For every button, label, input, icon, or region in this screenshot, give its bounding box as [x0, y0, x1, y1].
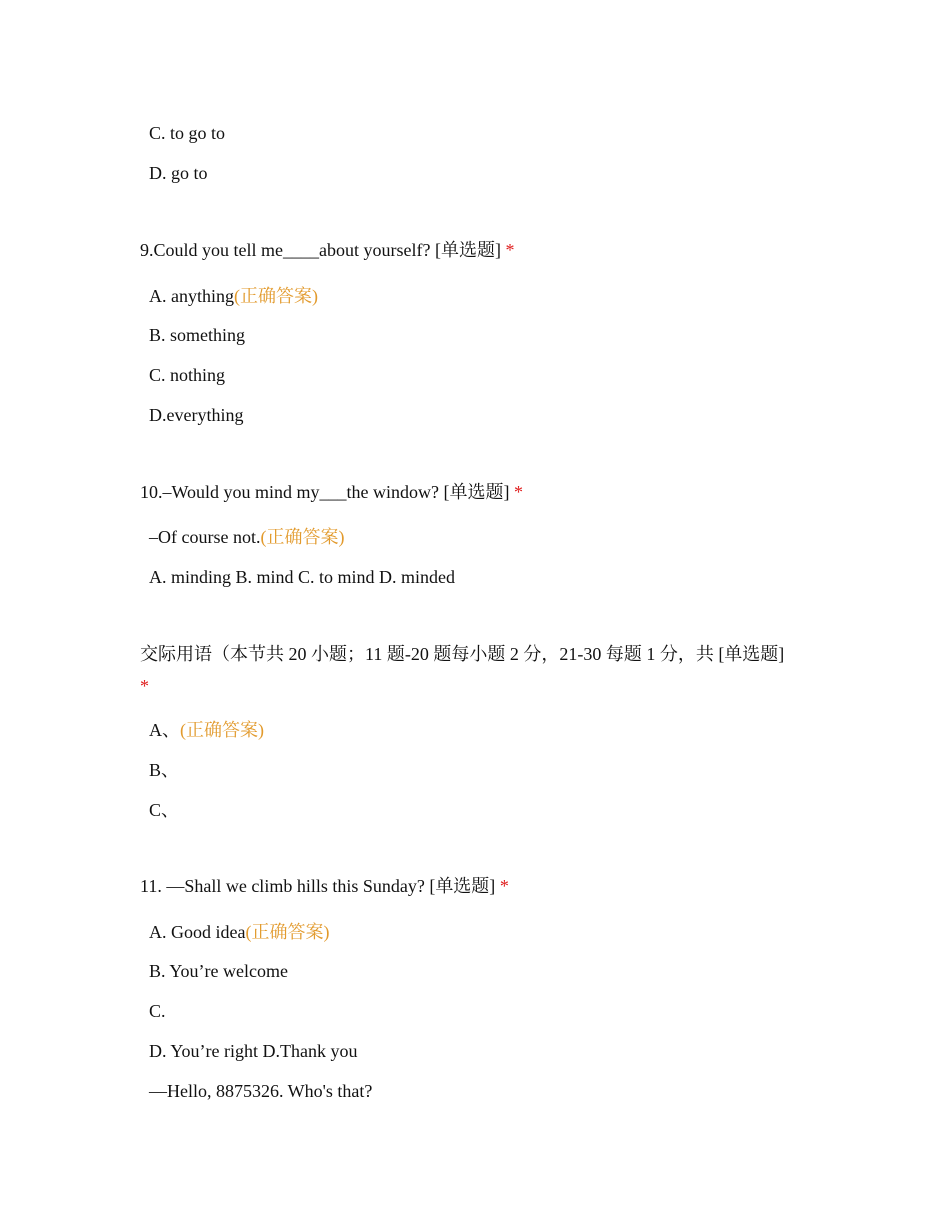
q10-prompt-text: 10.–Would you mind my___the window? [单选题]	[140, 482, 510, 502]
q9-option-c[interactable]: C. nothing	[149, 365, 226, 385]
q9-option-a-text: A. anything	[149, 286, 234, 306]
correct-answer-tag: (正确答案)	[245, 922, 330, 942]
q9-option-b[interactable]: B. something	[149, 325, 246, 345]
q9-option-a[interactable]	[149, 284, 318, 308]
q8-option-d[interactable]: D. go to	[149, 163, 208, 183]
section-option-c[interactable]: C、	[149, 800, 180, 820]
correct-answer-tag: (正确答案)	[260, 527, 345, 547]
q11-dialogue-line: —Hello, 8875326. Who's that?	[149, 1081, 373, 1101]
required-mark: *	[514, 482, 524, 502]
section-required-mark	[140, 674, 149, 698]
q11-option-a-text: A. Good idea	[149, 922, 246, 942]
q8-option-c[interactable]: C. to go to	[149, 123, 226, 143]
q9-prompt-text: 9.Could you tell me____about yourself? [单选题]	[140, 240, 501, 260]
section-option-b[interactable]: B、	[149, 760, 180, 780]
q10-line-text: –Of course not.	[149, 527, 261, 547]
required-mark: *	[499, 876, 509, 896]
q11-option-a[interactable]	[149, 920, 329, 944]
q11-option-c[interactable]: C.	[149, 1001, 166, 1021]
section-option-a-text: A、	[149, 720, 180, 740]
section-option-a[interactable]	[149, 718, 264, 742]
q11-option-b[interactable]: B. You’re welcome	[149, 961, 288, 981]
q10-choices-line: A. minding B. mind C. to mind D. minded	[149, 567, 456, 587]
correct-answer-tag: (正确答案)	[180, 720, 264, 740]
required-mark: *	[505, 240, 515, 260]
q10-prompt	[140, 480, 523, 504]
q11-option-d[interactable]: D. You’re right D.Thank you	[149, 1041, 358, 1061]
q10-option-of-course-not[interactable]	[149, 525, 344, 549]
q11-prompt	[140, 874, 509, 898]
section-prompt: 交际用语（本节共 20 小题；11 题-20 题每小题 2 分，21-30 每题 1 分，共 [单选题]	[140, 644, 785, 664]
q9-option-d[interactable]: D.everything	[149, 405, 244, 425]
q11-prompt-text: 11. —Shall we climb hills this Sunday? [单选题]	[140, 876, 496, 896]
q9-prompt	[140, 238, 514, 262]
required-mark: *	[140, 676, 149, 696]
correct-answer-tag: (正确答案)	[234, 286, 318, 306]
